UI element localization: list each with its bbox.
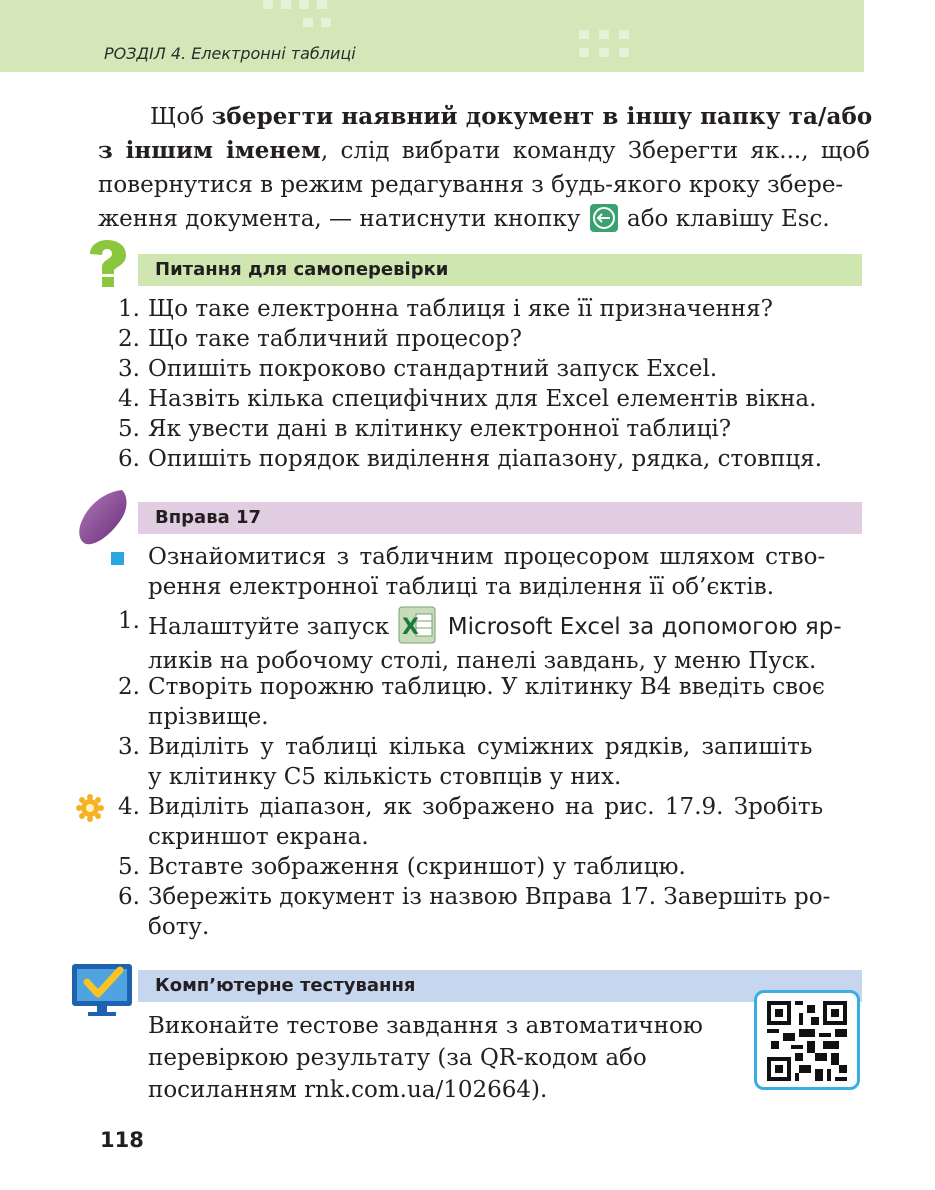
step-number: 3. [118,734,140,760]
exercise-title: Вправа 17 [138,502,862,534]
intro-text: або клавішу Esc. [627,206,830,232]
decor-square [599,48,609,57]
list-item [100,414,862,444]
decor-square [619,48,629,57]
computer-test-title: Комп’ютерне тестування [138,970,862,1002]
step-text: Microsoft Excel за допомогою яр- [447,614,842,640]
question-number: 4. [118,386,140,412]
chapter-header [0,0,864,72]
decor-square [321,18,331,27]
question-text: Опишіть порядок виділення діапазону, рядка, стовпця. [148,446,823,472]
step-number: 5. [118,854,140,880]
exercise-steps [100,606,862,942]
step-number: 2. [118,674,140,700]
self-check-questions [100,294,862,474]
question-number: 1. [118,296,140,322]
step-text: скриншот екрана. [148,824,369,850]
computer-test-text [148,1010,748,1106]
decor-square [299,0,309,9]
intro-bold-text: з іншим іменем [98,137,321,164]
decor-square [317,0,327,9]
list-item [100,882,862,942]
page-number: 118 [100,1128,144,1152]
list-item [100,324,862,354]
step-text: Створіть порожню таблицю. У клітинку B4 введіть своє [148,674,825,700]
question-number: 6. [118,446,140,472]
excel-icon [398,606,436,644]
decor-square [303,18,313,27]
step-text: Виділіть діапазон, як зображено на рис. 17.9. Зробіть [148,794,824,820]
list-item [100,294,862,324]
quill-icon [74,488,130,550]
step-number: 1. [118,608,140,634]
step-text: боту. [148,914,210,940]
self-check-title: Питання для самоперевірки [138,254,862,286]
goal-text: Ознайомитися з табличним процесором шляхом ство- [148,544,826,570]
intro-text: повернутися в режим редагування з будь-якого кроку збере- [98,172,844,198]
step-number: 6. [118,884,140,910]
step-text: прізвище. [148,704,269,730]
exercise-goal [100,542,862,604]
step-text: у клітинку C5 кількість стовпців у них. [148,764,622,790]
list-item [100,444,862,474]
qr-code-icon [767,1001,847,1085]
question-number: 5. [118,416,140,442]
question-text: Що таке табличний процесор? [148,326,522,352]
qr-code[interactable] [754,990,860,1090]
question-text: Як увести дані в клітинку електронної таблиці? [148,416,732,442]
decor-square [263,0,273,9]
intro-bold-text: зберегти наявний документ в іншу папку та/або [211,103,873,130]
chapter-title: РОЗДІЛ 4. Електронні таблиці [104,44,356,63]
decor-square [281,0,291,9]
intro-text: ження документа, — натиснути кнопку [98,206,581,232]
step-text: Виділіть у таблиці кілька суміжних рядків, запишіть [148,734,813,760]
step-text: Вставте зображення (скриншот) у таблицю. [148,854,686,880]
question-text: Назвіть кілька специфічних для Excel елементів вікна. [148,386,817,412]
decor-square [579,30,589,39]
step-text: Збережіть документ із назвою Вправа 17. Завершіть ро- [148,884,831,910]
intro-text: Щоб [150,104,212,130]
test-text: Виконайте тестове завдання з автоматичною [148,1013,703,1039]
goal-text: рення електронної таблиці та виділення її об’єктів. [148,574,775,600]
decor-square [599,30,609,39]
back-arrow-icon [590,204,618,232]
bullet-square [111,552,124,565]
question-number: 3. [118,356,140,382]
test-text: перевіркою результату (за QR-кодом або [148,1045,647,1071]
intro-text: , слід вибрати команду Зберегти як..., щоб [320,138,870,164]
list-item [100,732,862,792]
step-number: 4. [118,794,140,820]
list-item [100,354,862,384]
list-item [100,384,862,414]
decor-square [619,30,629,39]
svg-text:X: X [402,615,420,640]
decor-square [579,48,589,57]
question-number: 2. [118,326,140,352]
question-text: Опишіть покроково стандартний запуск Excel. [148,356,718,382]
question-icon [84,240,130,292]
step-text: ликів на робочому столі, панелі завдань, у меню Пуск. [148,648,817,674]
intro-paragraph [98,100,873,236]
step-text: Налаштуйте запуск [148,614,390,640]
question-text: Що таке електронна таблиця і яке її призначення? [148,296,773,322]
monitor-check-icon [70,962,134,1022]
test-link-text[interactable]: посиланням rnk.com.ua/102664). [148,1077,548,1103]
exercise-body [100,542,862,604]
list-item [100,672,862,732]
list-item [100,852,862,882]
list-item [100,606,862,672]
list-item [100,792,862,852]
